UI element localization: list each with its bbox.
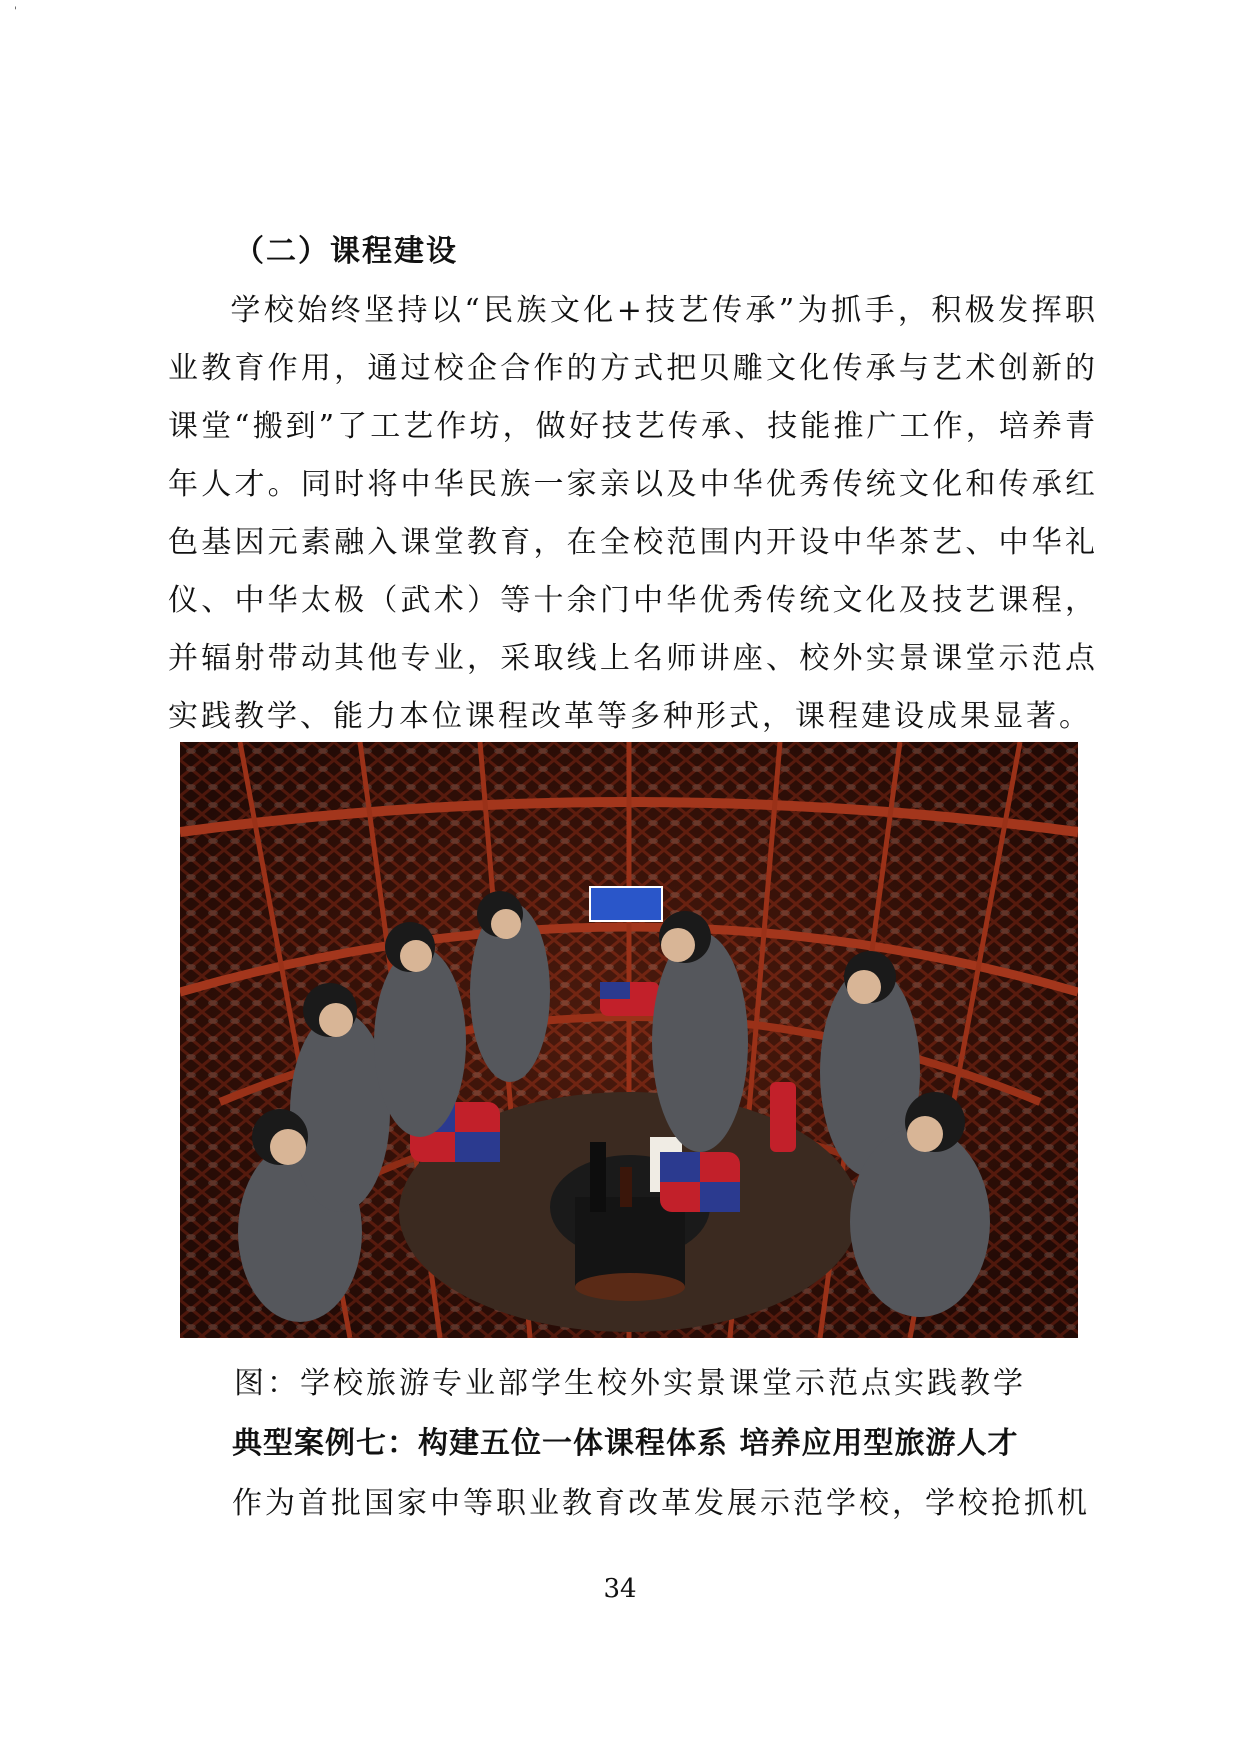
page-number: 34 <box>603 1574 637 1604</box>
wine-cellar-photo <box>180 742 1078 1338</box>
body-paragraph-text: 学校始终坚持以“民族文化+技艺传承”为抓手，积极发挥职业教育作用，通过校企合作的方式把贝雕文化传承与艺术创新的课堂“搬到”了工艺作坊，做好技艺传承、技能推广工作，培养青年人才。同时将中华民族一家亲以及中华优秀传统文化和传承红色基因元素融入课堂教育，在全校范围内开设中华茶艺、中华礼仪、中华太极（武术）等十余门中华优秀传统文化及技艺课程，并辐射带动其他专业，采取线上名师讲座、校外实景课堂示范点实践教学、能力本位课程改革等多种形式，课程建设成果显著。 <box>168 293 1098 734</box>
photo-caption: 图：学校旅游专业部学生校外实景课堂示范点实践教学 <box>234 1366 1026 1401</box>
body-paragraph <box>168 282 1098 746</box>
photo-illustration <box>180 742 1078 1338</box>
corner-mark: ' <box>14 6 17 17</box>
case-lead-text: 作为首批国家中等职业教育改革发展示范学校，学校抢抓机 <box>232 1486 1090 1521</box>
section-heading: （二）课程建设 <box>234 234 458 269</box>
case-title: 典型案例七：构建五位一体课程体系 培养应用型旅游人才 <box>232 1426 1019 1461</box>
